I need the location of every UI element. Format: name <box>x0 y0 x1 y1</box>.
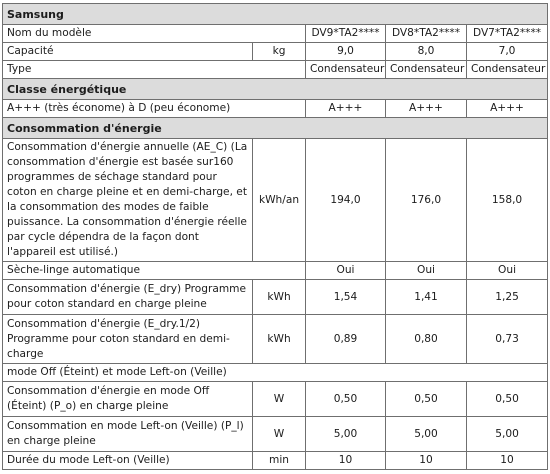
value-cell: Oui <box>467 262 548 280</box>
value-cell: Oui <box>386 262 467 280</box>
section-title-consumption: Consommation d'énergie <box>3 118 548 139</box>
row-label: A+++ (très économe) à D (peu économe) <box>3 100 306 118</box>
value-cell: 0,73 <box>467 315 548 364</box>
row-label: Nom du modèle <box>3 25 306 43</box>
value-cell: 10 <box>467 452 548 470</box>
unit-cell: W <box>253 382 306 417</box>
section-energy-class <box>3 79 548 100</box>
section-consumption <box>3 118 548 139</box>
value-cell: Condensateur <box>386 61 467 79</box>
unit-cell: min <box>253 452 306 470</box>
section-brand <box>3 4 548 25</box>
value-cell: Oui <box>306 262 386 280</box>
automatic-row <box>3 262 548 280</box>
model-cell: DV7*TA2**** <box>467 25 548 43</box>
row-label: Type <box>3 61 306 79</box>
row-label: Consommation d'énergie (E_dry.1/2) Programme pour coton standard en demi-charge <box>3 315 253 364</box>
row-label: Capacité <box>3 43 253 61</box>
row-label: Consommation d'énergie en mode Off (Éteint) (P_o) en charge pleine <box>3 382 253 417</box>
value-cell: Condensateur <box>306 61 386 79</box>
row-label: Sèche-linge automatique <box>3 262 306 280</box>
duration-row <box>3 452 548 470</box>
annual-consumption-row <box>3 139 548 262</box>
value-cell: 7,0 <box>467 43 548 61</box>
row-label: Durée du mode Left-on (Veille) <box>3 452 253 470</box>
energy-class-row <box>3 100 548 118</box>
model-cell: DV9*TA2**** <box>306 25 386 43</box>
row-label: mode Off (Éteint) et mode Left-on (Veille) <box>3 364 548 382</box>
value-cell: 10 <box>386 452 467 470</box>
value-cell: 5,00 <box>467 417 548 452</box>
row-label: Consommation d'énergie annuelle (AE_C) (La consommation d'énergie est basée sur160 programmes de séchage standard pour coton en charge pleine et en demi-charge, et la consommation des modes de faible puissance. La consommation d'énergie réelle par cycle dépendra de la façon dont l'appareil est utilisé.) <box>3 139 253 262</box>
type-row <box>3 61 548 79</box>
value-cell: 176,0 <box>386 139 467 262</box>
unit-cell: kWh <box>253 280 306 315</box>
value-cell: Condensateur <box>467 61 548 79</box>
section-title-brand: Samsung <box>3 4 548 25</box>
value-cell: 158,0 <box>467 139 548 262</box>
value-cell: 1,41 <box>386 280 467 315</box>
value-cell: A+++ <box>386 100 467 118</box>
value-cell: A+++ <box>467 100 548 118</box>
capacity-row <box>3 43 548 61</box>
value-cell: 8,0 <box>386 43 467 61</box>
p-o-row <box>3 382 548 417</box>
off-mode-row <box>3 364 548 382</box>
value-cell: 1,54 <box>306 280 386 315</box>
p-l-row <box>3 417 548 452</box>
e-dry-half-row <box>3 315 548 364</box>
unit-cell: W <box>253 417 306 452</box>
value-cell: 5,00 <box>306 417 386 452</box>
model-cell: DV8*TA2**** <box>386 25 467 43</box>
value-cell: 10 <box>306 452 386 470</box>
value-cell: 5,00 <box>386 417 467 452</box>
row-label: Consommation d'énergie (E_dry) Programme pour coton standard en charge pleine <box>3 280 253 315</box>
value-cell: 9,0 <box>306 43 386 61</box>
value-cell: 0,50 <box>467 382 548 417</box>
value-cell: 1,25 <box>467 280 548 315</box>
value-cell: 0,50 <box>386 382 467 417</box>
unit-cell: kWh/an <box>253 139 306 262</box>
value-cell: 0,89 <box>306 315 386 364</box>
unit-cell: kWh <box>253 315 306 364</box>
value-cell: 194,0 <box>306 139 386 262</box>
row-label: Consommation en mode Left-on (Veille) (P_l) en charge pleine <box>3 417 253 452</box>
model-name-row <box>3 25 548 43</box>
section-title-energy-class: Classe énergétique <box>3 79 548 100</box>
value-cell: A+++ <box>306 100 386 118</box>
e-dry-row <box>3 280 548 315</box>
spec-table <box>2 3 548 470</box>
unit-cell: kg <box>253 43 306 61</box>
value-cell: 0,50 <box>306 382 386 417</box>
value-cell: 0,80 <box>386 315 467 364</box>
